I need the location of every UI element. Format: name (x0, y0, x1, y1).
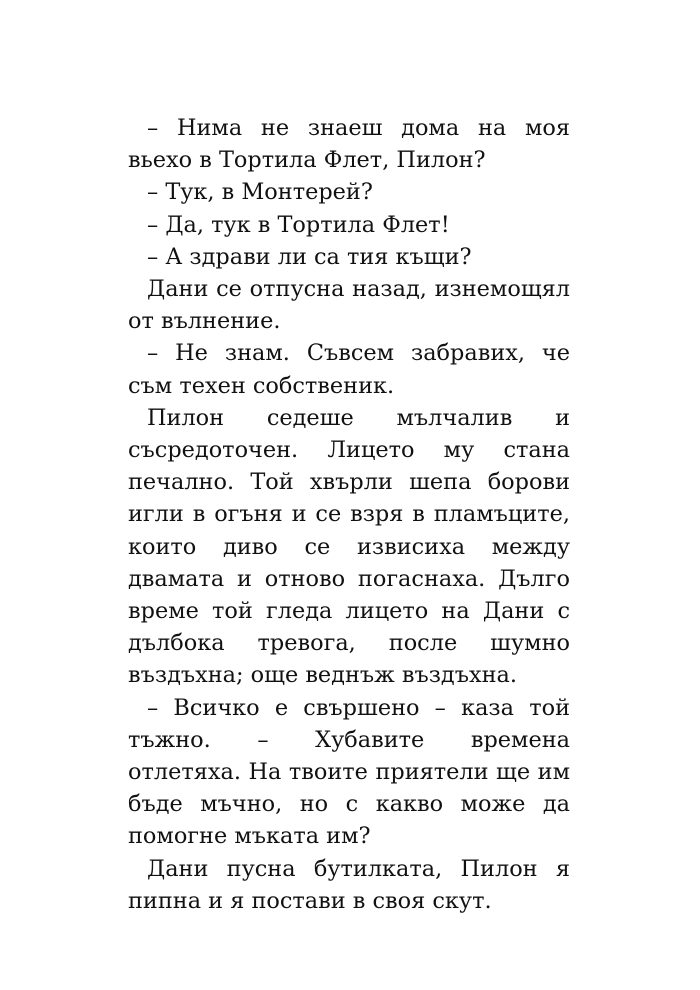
paragraph-dialogue-6: – Всичко е свършено – каза той тъжно. – Хубавите времена отлетяха. На твоите приятели ще им бъде мъчно, но с какво може да помогне мъката им? (128, 694, 570, 850)
paragraph-narration-1: Дани се отпусна назад, изнемощял от вълнение. (128, 276, 570, 335)
paragraph-dialogue-4: – А здрави ли са тия къщи? (147, 243, 472, 270)
body-text (128, 112, 570, 917)
paragraph-dialogue-3: – Да, тук в Тортила Флет! (147, 211, 450, 238)
paragraph-narration-2: Пилон седеше мълчалив и съсредоточен. Лицето му стана печално. Той хвърли шепа борови игли в огъня и се взря в пламъците, които диво се извисиха между двамата и отново погаснаха. Дълго време той гледа лицето на Дани с дълбока тревога, после шумно въздъхна; още веднъж въздъхна. (128, 404, 570, 689)
paragraph-dialogue-1: – Нима не знаеш дома на моя вьехо в Тортила Флет, Пилон? (128, 115, 570, 174)
paragraph-dialogue-5: – Не знам. Съвсем забравих, че съм техен собственик. (128, 340, 570, 399)
paragraph-dialogue-2: – Тук, в Монтерей? (147, 179, 373, 206)
paragraph-narration-3: Дани пусна бутилката, Пилон я пипна и я постави в своя скут. (128, 855, 570, 914)
